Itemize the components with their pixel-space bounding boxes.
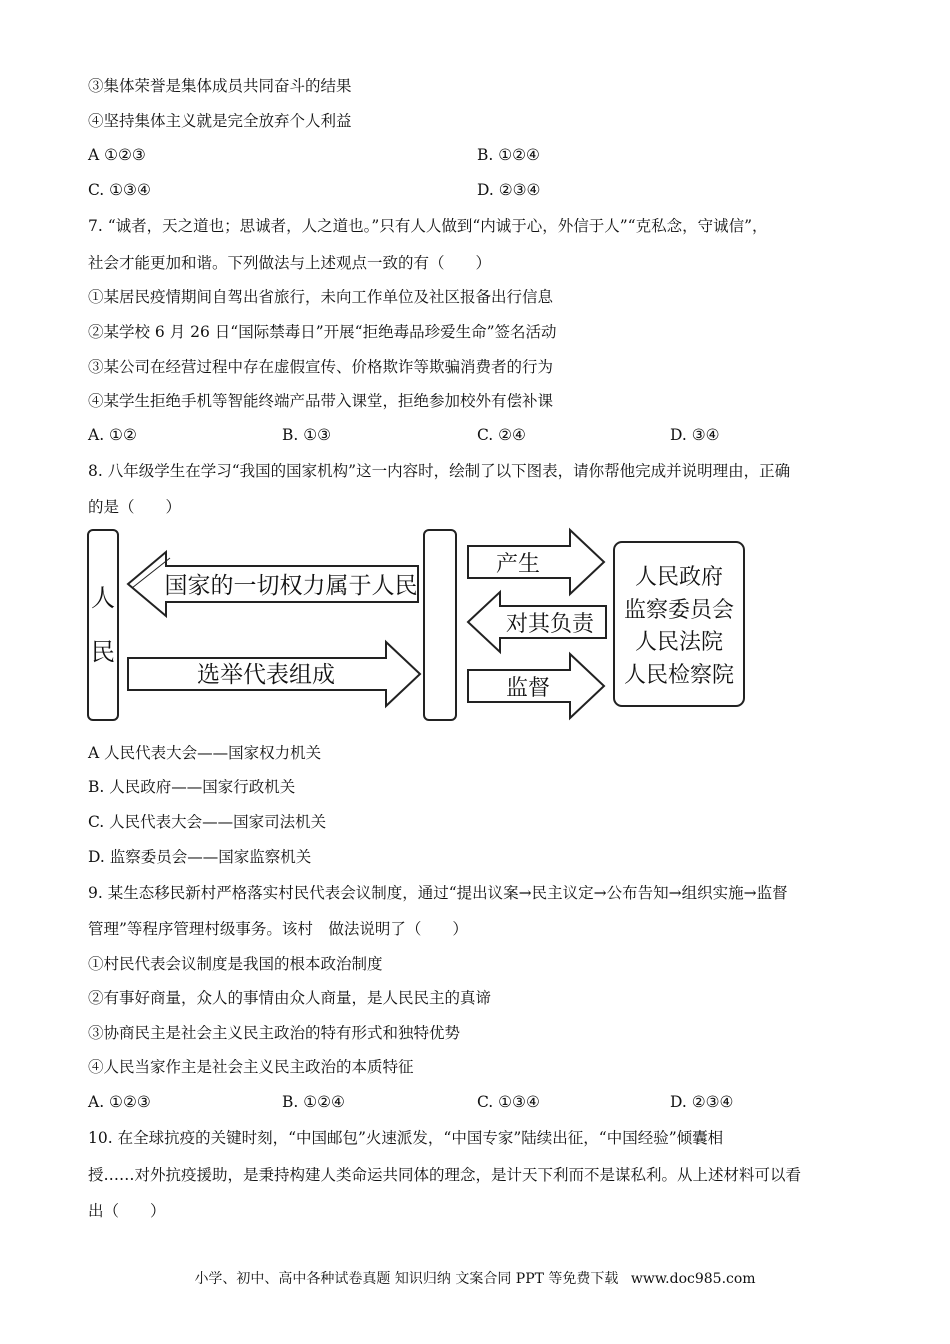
q10-stem-line-1: 10. 在全球抗疫的关键时刻，“中国邮包”火速派发，“中国专家”陆续出征，“中国经验”倾囊相	[88, 1129, 724, 1147]
q8-stem-line-1: 8. 八年级学生在学习“我国的国家机构”这一内容时，绘制了以下图表，请你帮他完成并说明理由，正确	[88, 462, 791, 480]
q6-option-a[interactable]: A ①②③	[88, 146, 146, 164]
q9-statement-1: ①村民代表会议制度是我国的根本政治制度	[88, 955, 383, 973]
q9-statement-4: ④人民当家作主是社会主义民主政治的本质特征	[88, 1058, 414, 1076]
q6-option-b[interactable]: B. ①②④	[477, 146, 540, 164]
q7-statement-2: ②某学校 6 月 26 日“国际禁毒日”开展“拒绝毒品珍爱生命”签名活动	[88, 323, 557, 341]
state-organs-diagram	[86, 522, 750, 724]
organ-court: 人民法院	[634, 630, 724, 655]
q6-option-d[interactable]: D. ②③④	[477, 181, 541, 199]
q9-option-d[interactable]: D. ②③④	[670, 1093, 734, 1111]
q7-stem-line-1: 7. “诚者，天之道也；思诚者，人之道也。”只有人人做到“内诚于心，外信于人”“克私念，守诚信”，	[88, 217, 768, 235]
people-label-2: 民	[91, 638, 115, 666]
q9-stem-line-2: 管理”等程序管理村级事务。该村 做法说明了（ ）	[88, 920, 468, 938]
q7-option-a[interactable]: A. ①②	[88, 426, 137, 444]
q6-option-c[interactable]: C. ①③④	[88, 181, 151, 199]
q7-option-c[interactable]: C. ②④	[477, 426, 526, 444]
power-arrow-label: 国家的一切权力属于人民	[164, 573, 418, 599]
people-bar	[88, 530, 118, 720]
q9-option-a[interactable]: A. ①②③	[88, 1093, 151, 1111]
organ-government: 人民政府	[634, 565, 724, 590]
q7-stem-line-2: 社会才能更加和谐。下列做法与上述观点一致的有（ ）	[88, 254, 492, 272]
elect-arrow-label: 选举代表组成	[197, 662, 335, 688]
npc-blank-bar	[424, 530, 456, 720]
q7-statement-4: ④某学生拒绝手机等智能终端产品带入课堂，拒绝参加校外有偿补课	[88, 392, 554, 410]
produce-arrow-label: 产生	[495, 552, 541, 577]
q9-option-c[interactable]: C. ①③④	[477, 1093, 540, 1111]
q10-stem-line-3: 出（ ）	[88, 1202, 166, 1220]
q7-statement-3: ③某公司在经营过程中存在虚假宣传、价格欺诈等欺骗消费者的行为	[88, 358, 554, 376]
q10-stem-line-2: 授……对外抗疫援助，是秉持构建人类命运共同体的理念，是计天下利而不是谋私利。从上述材料可以看	[88, 1166, 802, 1184]
footer-text: 小学、初中、高中各种试卷真题 知识归纳 文案合同 PPT 等免费下载	[194, 1271, 619, 1287]
q8-option-c[interactable]: C. 人民代表大会——国家司法机关	[88, 813, 327, 831]
q8-option-a[interactable]: A 人民代表大会——国家权力机关	[88, 744, 322, 762]
q9-statement-2: ②有事好商量，众人的事情由众人商量，是人民民主的真谛	[88, 989, 492, 1007]
q9-statement-3: ③协商民主是社会主义民主政治的特有形式和独特优势	[88, 1024, 461, 1042]
organ-supervisory-commission: 监察委员会	[623, 598, 735, 623]
q8-option-d[interactable]: D. 监察委员会——国家监察机关	[88, 848, 312, 866]
q7-statement-1: ①某居民疫情期间自驾出省旅行，未向工作单位及社区报备出行信息	[88, 288, 554, 306]
people-label-1: 人	[91, 584, 115, 612]
q6-statement-4: ④坚持集体主义就是完全放弃个人利益	[88, 112, 352, 130]
q9-stem-line-1: 9. 某生态移民新村严格落实村民代表会议制度，通过“提出议案→民主议定→公布告知→组织实施→监督	[88, 884, 788, 902]
q6-statement-3: ③集体荣誉是集体成员共同奋斗的结果	[88, 77, 352, 95]
q8-stem-line-2: 的是（ ）	[88, 498, 182, 516]
responsible-arrow-label: 对其负责	[505, 612, 595, 637]
q8-option-b[interactable]: B. 人民政府——国家行政机关	[88, 778, 296, 796]
q7-option-b[interactable]: B. ①③	[282, 426, 332, 444]
supervise-arrow-label: 监督	[505, 676, 551, 701]
page-footer	[0, 1268, 950, 1288]
organ-procuratorate: 人民检察院	[623, 663, 735, 688]
q7-option-d[interactable]: D. ③④	[670, 426, 720, 444]
q9-option-b[interactable]: B. ①②④	[282, 1093, 345, 1111]
footer-url[interactable]: www.doc985.com	[630, 1271, 756, 1287]
